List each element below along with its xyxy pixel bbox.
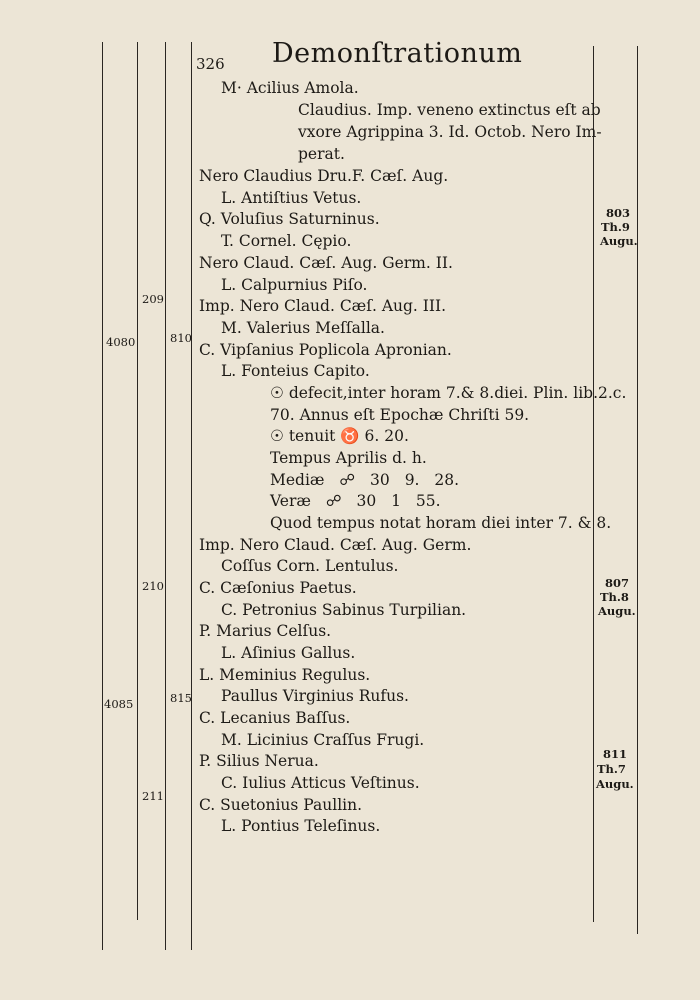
text-line: M· Acilius Amola. (221, 79, 359, 97)
text-line: T. Cornel. Cępio. (221, 232, 352, 250)
text-line: L. Aſinius Gallus. (221, 644, 356, 662)
right-margin-th: Th.7 (597, 762, 626, 776)
margin-number: 209 (142, 292, 164, 306)
right-margin-aug: Augu. (598, 604, 636, 618)
column-rule (165, 42, 166, 950)
text-line: Imp. Nero Claud. Cæſ. Aug. Germ. (199, 536, 472, 554)
text-line: C. Vipſanius Poplicola Apronian. (199, 341, 452, 359)
text-line: P. Marius Celſus. (199, 622, 332, 640)
text-line: L. Antiſtius Vetus. (221, 189, 362, 207)
text-line: C. Iulius Atticus Veſtinus. (221, 774, 420, 792)
text-line: L. Meminius Regulus. (199, 666, 371, 684)
right-margin-th: Th.9 (601, 220, 630, 234)
right-margin-year: 803 (606, 206, 631, 220)
right-margin-year: 811 (603, 747, 628, 761)
text-line: Quod tempus notat horam diei inter 7. & 8. (270, 514, 612, 532)
text-line: Paullus Virginius Rufus. (221, 687, 409, 705)
text-line: Q. Voluſius Saturninus. (199, 210, 380, 228)
column-rule (137, 42, 138, 920)
text-line: Mediæ ☍ 30 9. 28. (270, 471, 460, 489)
text-line: ☉ defecit,inter horam 7.& 8.diei. Plin. lib.2.c. (270, 384, 627, 402)
text-line: C. Suetonius Paullin. (199, 796, 363, 814)
text-line: M. Licinius Craſſus Frugi. (221, 731, 425, 749)
margin-number: 810 (170, 331, 192, 345)
text-line: Nero Claud. Cæſ. Aug. Germ. II. (199, 254, 453, 272)
text-line: Claudius. Imp. veneno extinctus eſt ab (298, 101, 601, 119)
text-line: L. Fonteius Capito. (221, 362, 370, 380)
text-line: perat. (298, 145, 345, 163)
text-line: Imp. Nero Claud. Cæſ. Aug. III. (199, 297, 447, 315)
column-rule (593, 46, 594, 922)
text-line: Coſſus Corn. Lentulus. (221, 557, 399, 575)
text-line: M. Valerius Meſſalla. (221, 319, 385, 337)
text-line: C. Petronius Sabinus Turpilian. (221, 601, 467, 619)
margin-number: 4080 (106, 335, 136, 349)
text-line: Tempus Aprilis d. h. (270, 449, 427, 467)
right-margin-th: Th.8 (600, 590, 629, 604)
right-margin-aug: Augu. (600, 234, 638, 248)
text-line: C. Cæſonius Paetus. (199, 579, 357, 597)
page-number: 326 (196, 55, 225, 73)
right-margin-aug: Augu. (596, 777, 634, 791)
text-line: P. Silius Nerua. (199, 752, 319, 770)
column-rule (637, 46, 638, 934)
text-line: 70. Annus eſt Epochæ Chriſti 59. (270, 406, 530, 424)
text-line: C. Lecanius Baſſus. (199, 709, 351, 727)
column-rule (102, 42, 103, 950)
text-line: L. Pontius Teleſinus. (221, 817, 381, 835)
page-title: Demonſtrationum (272, 38, 523, 69)
margin-number: 4085 (104, 697, 134, 711)
margin-number: 815 (170, 691, 192, 705)
text-line: ☉ tenuit ♉ 6. 20. (270, 427, 409, 445)
right-margin-year: 807 (605, 576, 630, 590)
text-line: L. Calpurnius Piſo. (221, 276, 368, 294)
column-rule (191, 42, 192, 950)
margin-number: 210 (142, 579, 164, 593)
margin-number: 211 (142, 789, 164, 803)
text-line: Nero Claudius Dru.F. Cæſ. Aug. (199, 167, 449, 185)
text-line: vxore Agrippina 3. Id. Octob. Nero Im- (298, 123, 602, 141)
text-line: Veræ ☍ 30 1 55. (270, 492, 441, 510)
